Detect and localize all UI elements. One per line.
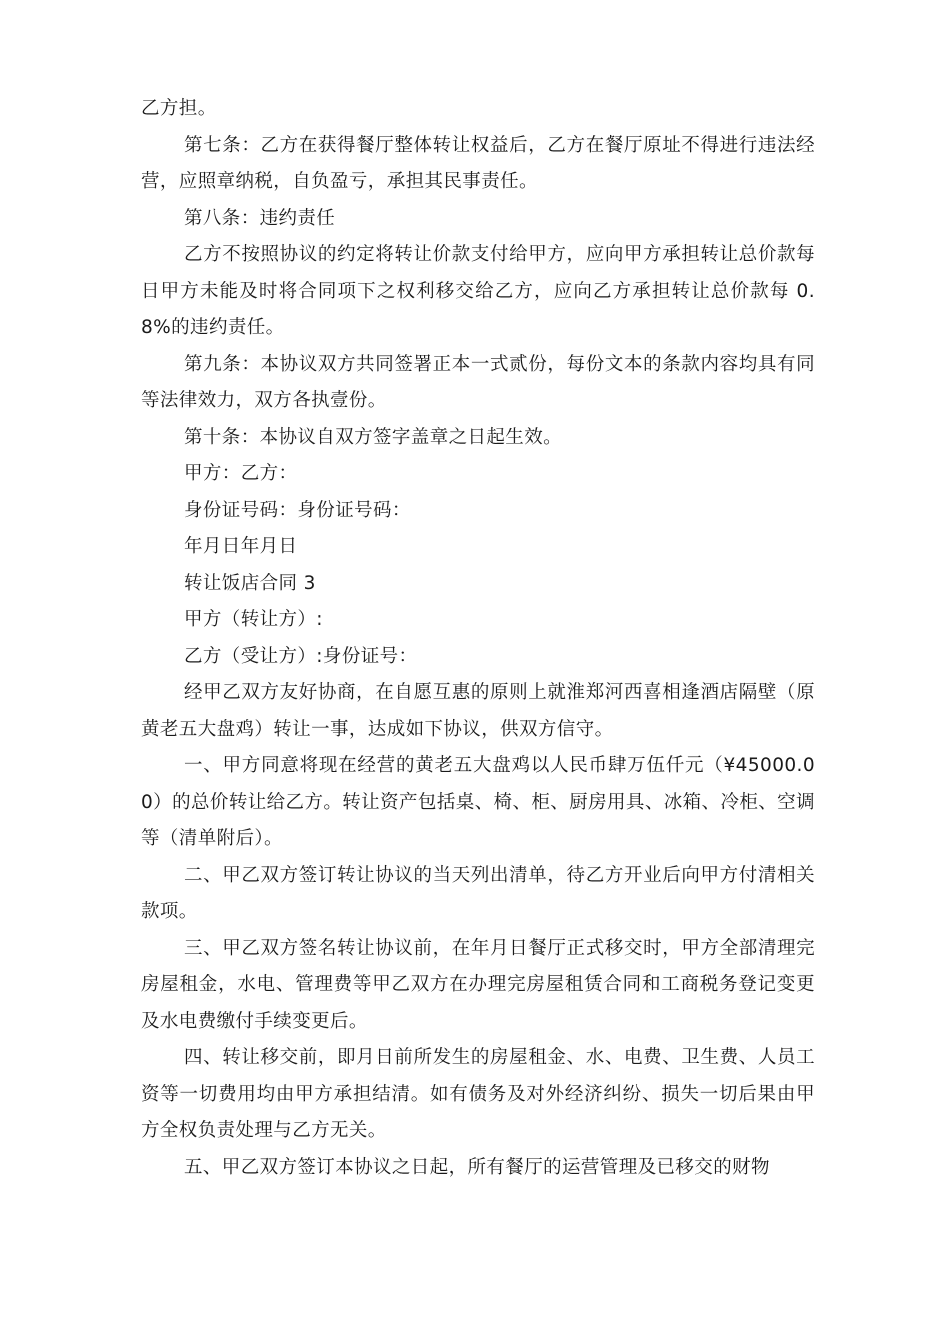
paragraph-clause-1: 一、甲方同意将现在经营的黄老五大盘鸡以人民币肆万伍仟元（¥45000.00）的总价转让给乙方。转让资产包括桌、椅、柜、厨房用具、冰箱、冷柜、空调等（清单附后）。 bbox=[141, 755, 815, 849]
paragraph-party-a: 甲方（转让方）: bbox=[184, 609, 323, 630]
paragraph-article-7: 第七条：乙方在获得餐厅整体转让权益后，乙方在餐厅原址不得进行违法经营，应照章纳税，自负盈亏，承担其民事责任。 bbox=[141, 134, 815, 192]
paragraph-clause-3: 三、甲乙双方签名转让协议前，在年月日餐厅正式移交时，甲方全部清理完房屋租金，水电、管理费等甲乙双方在办理完房屋租赁合同和工商税务登记变更及水电费缴付手续变更后。 bbox=[141, 937, 815, 1032]
paragraph-dates: 年月日年月日 bbox=[184, 536, 298, 557]
paragraph-party-b: 乙方（受让方）:身份证号： bbox=[184, 645, 418, 667]
paragraph-parties-signature: 甲方：乙方： bbox=[184, 463, 298, 484]
paragraph-id-numbers: 身份证号码：身份证号码： bbox=[184, 499, 411, 521]
paragraph-clause-4: 四、转让移交前，即月日前所发生的房屋租金、水、电费、卫生费、人员工资等一切费用均由甲方承担结清。如有债务及对外经济纠纷、损失一切后果由甲方全权负责处理与乙方无关。 bbox=[141, 1047, 815, 1141]
paragraph-0: 乙方担。 bbox=[141, 98, 217, 119]
paragraph-preamble: 经甲乙双方友好协商，在自愿互惠的原则上就淮郑河西喜相逢酒店隔壁（原黄老五大盘鸡）转让一事，达成如下协议，供双方信守。 bbox=[141, 682, 815, 740]
paragraph-article-10: 第十条：本协议自双方签字盖章之日起生效。 bbox=[184, 426, 563, 448]
document-body bbox=[141, 91, 815, 1186]
paragraph-clause-5: 五、甲乙双方签订本协议之日起，所有餐厅的运营管理及已移交的财物 bbox=[184, 1156, 770, 1178]
paragraph-contract-title: 转让饭店合同 3 bbox=[184, 572, 316, 594]
paragraph-article-9: 第九条：本协议双方共同签署正本一式贰份，每份文本的条款内容均具有同等法律效力，双方各执壹份。 bbox=[141, 353, 815, 411]
paragraph-breach-liability: 乙方不按照协议的约定将转让价款支付给甲方，应向甲方承担转让总价款每日甲方未能及时将合同项下之权利移交给乙方，应向乙方承担转让总价款每 0.8%的违约责任。 bbox=[141, 244, 815, 338]
paragraph-clause-2: 二、甲乙双方签订转让协议的当天列出清单，待乙方开业后向甲方付清相关款项。 bbox=[141, 864, 815, 922]
paragraph-article-8-heading: 第八条：违约责任 bbox=[184, 207, 336, 229]
